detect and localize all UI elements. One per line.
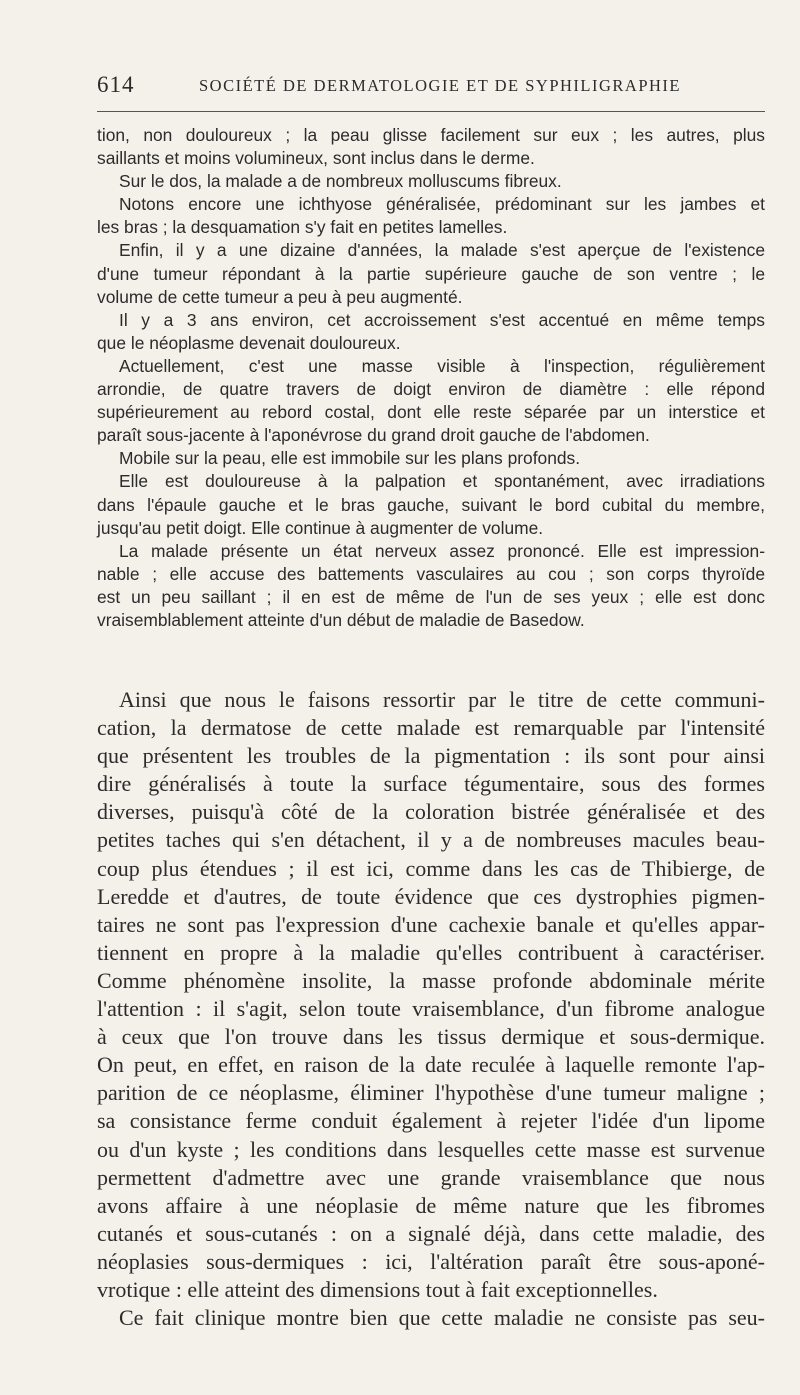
text-line: Actuellement, c'est une masse visible à l'inspection, régulièrement — [119, 355, 765, 376]
text-line: supérieurement au rebord costal, dont elle reste séparée par un interstice et — [97, 402, 765, 423]
text-line: Elle est douloureuse à la palpation et spontanément, avec irradiations — [119, 471, 765, 492]
text-line: Leredde et d'autres, de toute évidence que ces dystrophies pigmen- — [97, 883, 765, 909]
text-line: Ce fait clinique montre bien que cette maladie ne consiste pas seu- — [119, 1305, 765, 1331]
text-line: Sur le dos, la malade a de nombreux molluscums fibreux. — [119, 171, 562, 192]
text-line: avons affaire à une néoplasie de même nature que les fibromes — [97, 1192, 765, 1218]
page-header — [97, 72, 765, 102]
running-title: SOCIÉTÉ DE DERMATOLOGIE ET DE SYPHILIGRAPHIE — [199, 76, 681, 95]
text-line: Notons encore une ichthyose généralisée, prédominant sur les jambes et — [119, 194, 765, 215]
text-line: dire généralisés à toute la surface tégumentaire, sous des formes — [97, 771, 765, 797]
case-paragraph — [97, 124, 765, 632]
text-line: tiennent en propre à la maladie qu'elles contribuent à caractériser. — [97, 939, 765, 965]
text-line: dans l'épaule gauche et le bras gauche, suivant le bord cubital du membre, — [97, 494, 765, 515]
text-line: que présentent les troubles de la pigmentation : ils sont pour ainsi — [97, 743, 765, 769]
text-line: Ainsi que nous le faisons ressortir par le titre de cette communi- — [119, 687, 765, 712]
text-line: La malade présente un état nerveux assez prononcé. Elle est impression- — [119, 540, 765, 561]
text-line: Enfin, il y a une dizaine d'années, la malade s'est aperçue de l'existence — [119, 240, 765, 261]
text-line: volume de cette tumeur a peu à peu augmenté. — [97, 286, 463, 307]
text-line: jusqu'au petit doigt. Elle continue à augmenter de volume. — [97, 517, 544, 538]
commentary-paragraph — [97, 686, 765, 1332]
text-line: cutanés et sous-cutanés : on a signalé déjà, dans cette maladie, des — [97, 1220, 765, 1246]
text-line: paraît sous-jacente à l'aponévrose du grand droit gauche de l'abdomen. — [97, 425, 650, 446]
text-line: sa consistance ferme conduit également à rejeter l'idée d'un lipome — [97, 1108, 765, 1134]
text-line: d'une tumeur répondant à la partie supérieure gauche de son ventre ; le — [97, 263, 765, 284]
page-number: 614 — [97, 72, 135, 97]
text-line: Il y a 3 ans environ, cet accroissement s'est accentué en même temps — [119, 309, 765, 330]
text-line: l'attention : il s'agit, selon toute vraisemblance, d'un fibrome analogue — [97, 996, 765, 1022]
text-line: parition de ce néoplasme, éliminer l'hypothèse d'une tumeur maligne ; — [97, 1080, 765, 1106]
text-line: arrondie, de quatre travers de doigt environ de diamètre : elle répond — [97, 379, 765, 400]
text-line: Mobile sur la peau, elle est immobile sur les plans profonds. — [119, 448, 581, 469]
text-line: Comme phénomène insolite, la masse profonde abdominale mérite — [97, 967, 765, 993]
text-line: taires ne sont pas l'expression d'une cachexie banale et qu'elles appar- — [97, 911, 765, 937]
text-line: coup plus étendues ; il est ici, comme dans les cas de Thibierge, de — [97, 855, 765, 881]
text-line: nable ; elle accuse des battements vasculaires au cou ; son corps thyroïde — [97, 563, 765, 584]
text-line: petites taches qui s'en détachent, il y a de nombreuses macules beau- — [97, 827, 765, 853]
text-line: On peut, en effet, en raison de la date reculée à laquelle remonte l'ap- — [97, 1052, 765, 1078]
text-line: permettent d'admettre avec une grande vraisemblance que nous — [97, 1164, 765, 1190]
text-line: tion, non douloureux ; la peau glisse facilement sur eux ; les autres, plus — [97, 125, 765, 145]
text-line: vraisemblablement atteinte d'un début de maladie de Basedow. — [97, 609, 585, 630]
text-line: est un peu saillant ; il en est de même de l'un de ses yeux ; elle est donc — [97, 586, 765, 607]
text-line: cation, la dermatose de cette malade est remarquable par l'intensité — [97, 715, 765, 741]
text-line: à ceux que l'on trouve dans les tissus dermique et sous-dermique. — [97, 1024, 765, 1050]
text-line: les bras ; la desquamation s'y fait en petites lamelles. — [97, 217, 508, 238]
text-line: que le néoplasme devenait douloureux. — [97, 332, 401, 353]
text-line: néoplasies sous-dermiques : ici, l'altération paraît être sous-aponé- — [97, 1248, 765, 1274]
text-line: ou d'un kyste ; les conditions dans lesquelles cette masse est survenue — [97, 1136, 765, 1162]
text-line: diverses, puisqu'à côté de la coloration bistrée généralisée et des — [97, 799, 765, 825]
text-line: vrotique : elle atteint des dimensions tout à fait exceptionnelles. — [97, 1276, 658, 1302]
text-line: saillants et moins volumineux, sont inclus dans le derme. — [97, 148, 535, 169]
header-rule — [97, 111, 765, 112]
